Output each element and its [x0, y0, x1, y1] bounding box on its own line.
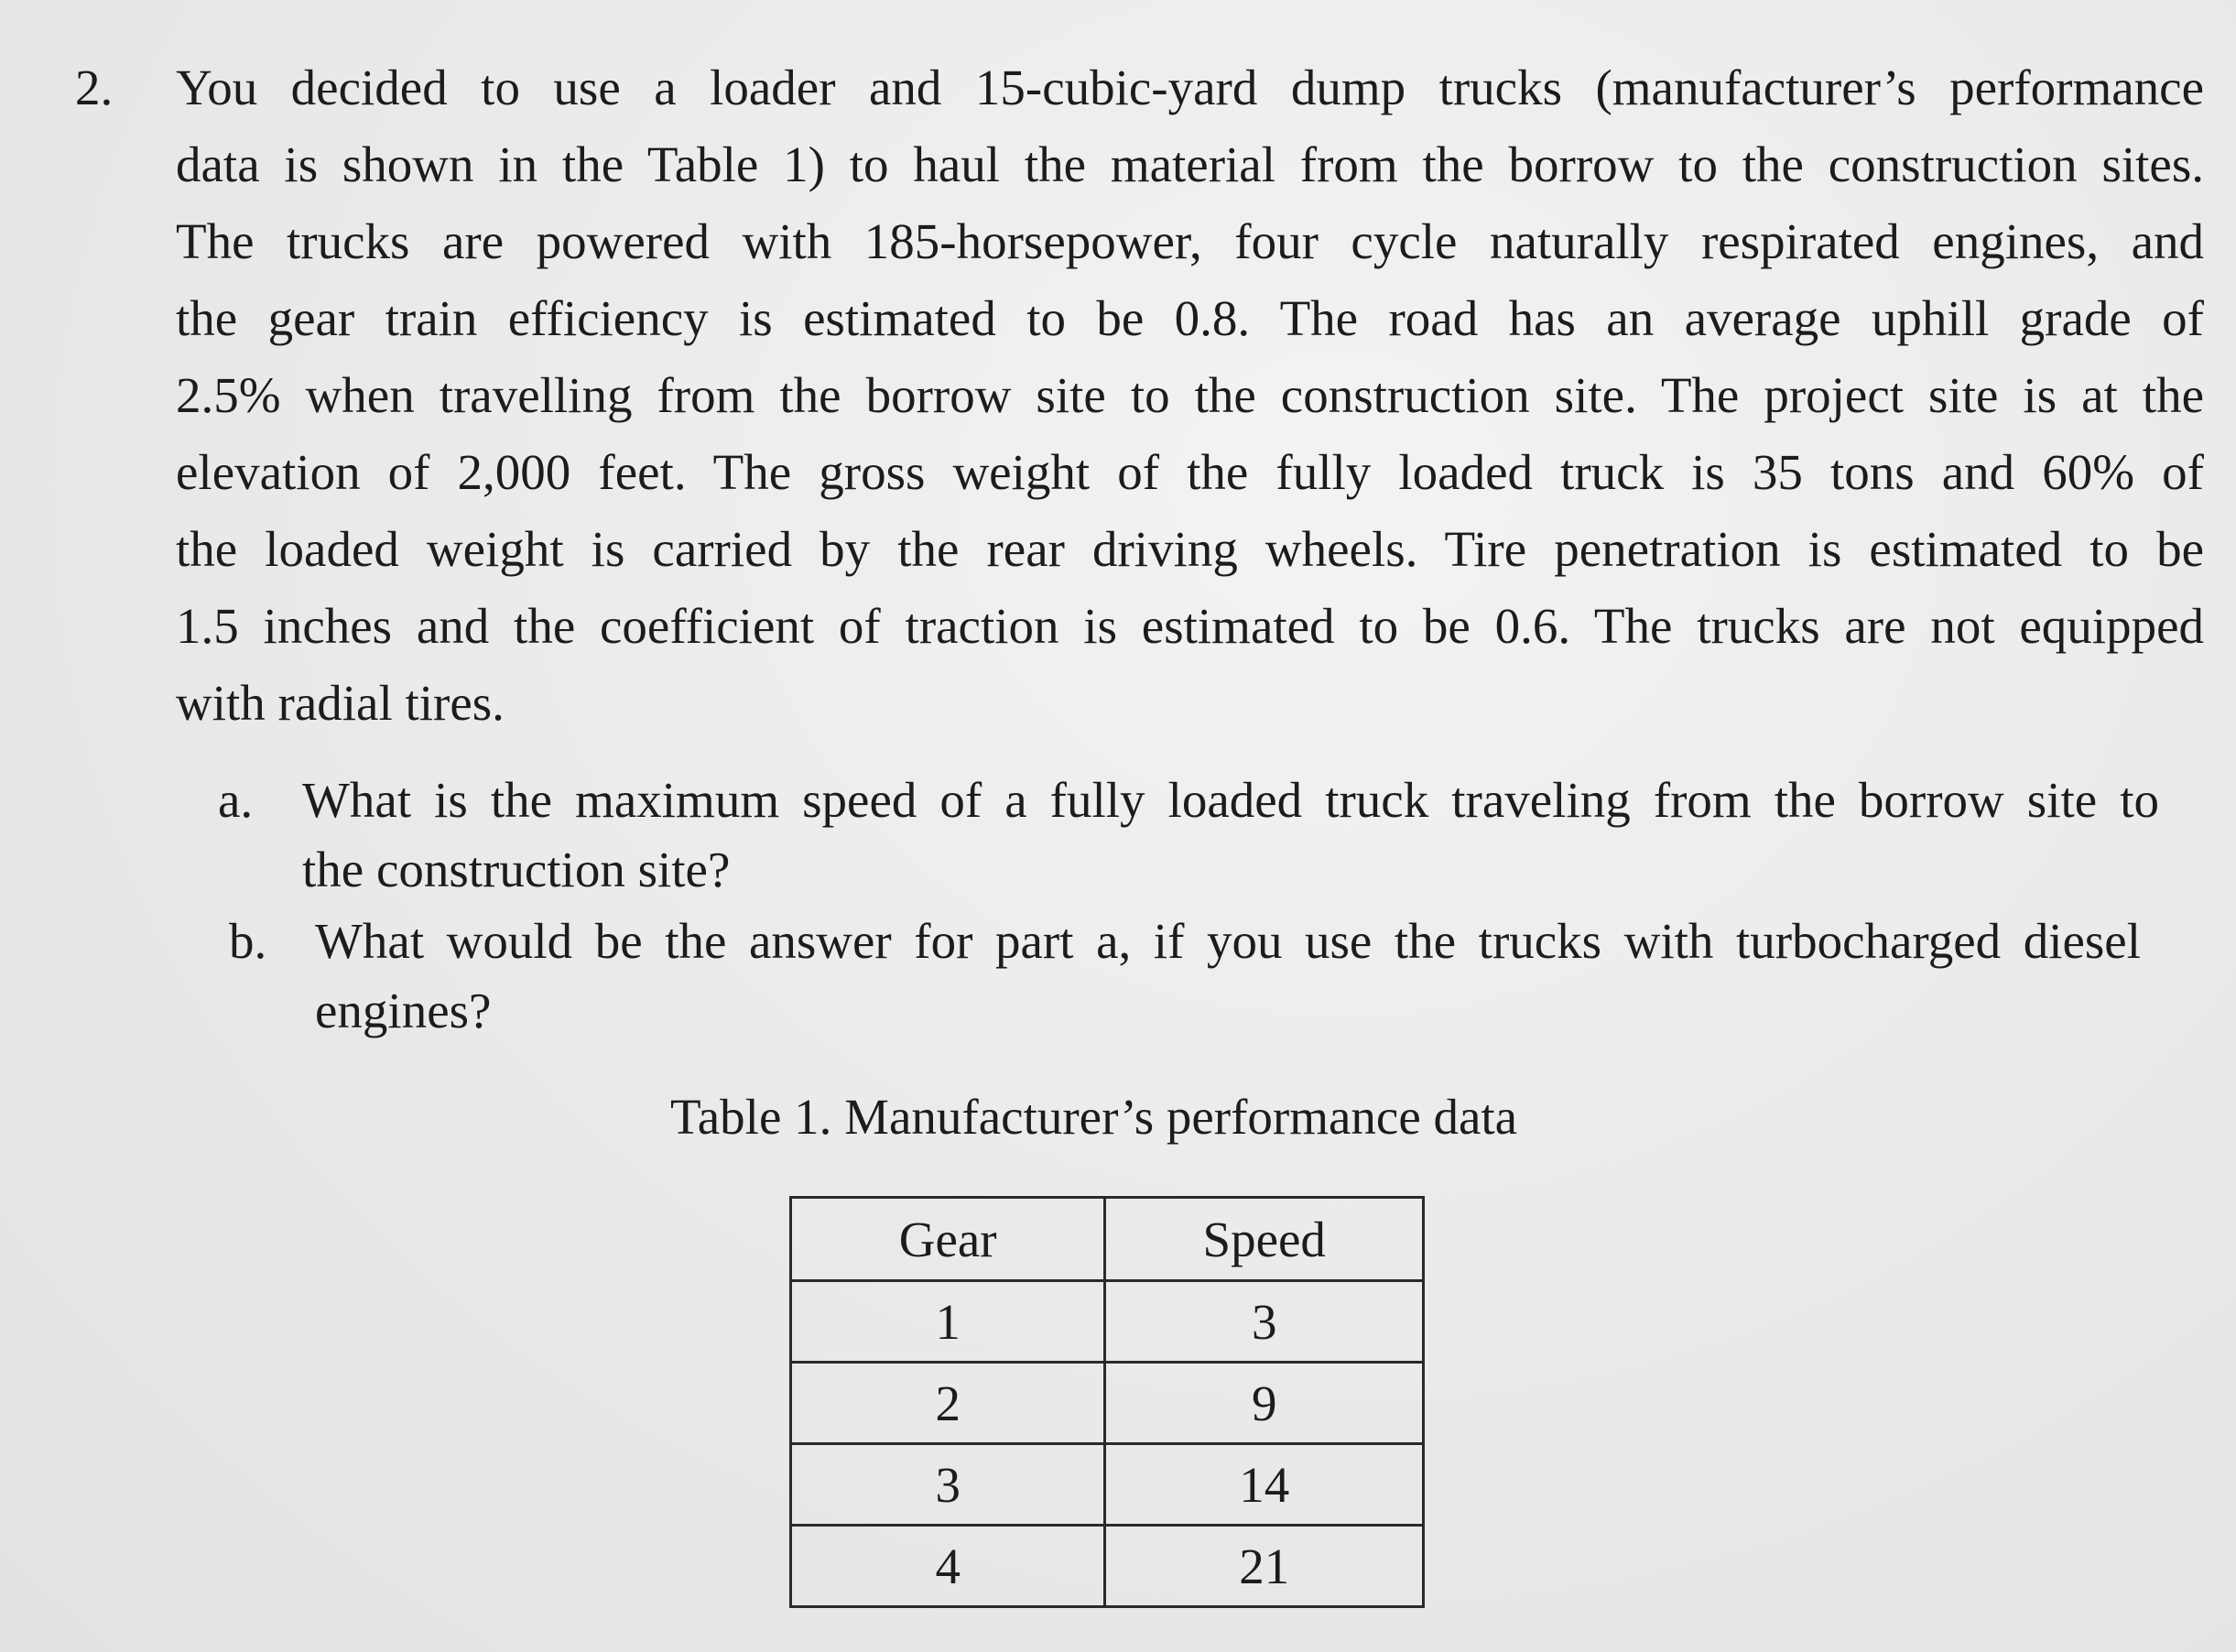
table-caption: Table 1. Manufacturer’s performance data	[670, 1089, 1518, 1145]
performance-table	[789, 1196, 1425, 1608]
subquestion-line: What would be the answer for part a, if you use the trucks with turbocharged diesel	[315, 913, 2141, 969]
subquestion-line: the construction site?	[302, 842, 731, 897]
speed-cell: 3	[1105, 1281, 1424, 1363]
subquestion-text	[302, 766, 2159, 905]
table-row	[791, 1444, 1424, 1526]
question-line: the loaded weight is carried by the rear driving wheels. Tire penetration is estimated to be	[176, 521, 2204, 577]
subquestion-line: engines?	[315, 983, 492, 1038]
subquestion-b	[229, 907, 2141, 1053]
table-header-row	[791, 1198, 1424, 1281]
question-line: The trucks are powered with 185-horsepower, four cycle naturally respirated engines, and	[176, 213, 2204, 269]
question-line: 1.5 inches and the coefficient of traction is estimated to be 0.6. The trucks are not equipped	[176, 598, 2204, 654]
table-row	[791, 1363, 1424, 1444]
subquestion-label: b.	[229, 913, 267, 969]
speed-cell: 21	[1105, 1526, 1424, 1607]
header-gear: Gear	[791, 1198, 1105, 1281]
subquestion-line: What is the maximum speed of a fully loaded truck traveling from the borrow site to	[302, 772, 2159, 828]
speed-cell: 14	[1105, 1444, 1424, 1526]
question-line: the gear train efficiency is estimated to be 0.8. The road has an average uphill grade of	[176, 290, 2204, 346]
question-line: data is shown in the Table 1) to haul the material from the borrow to the construction sites.	[176, 136, 2204, 192]
gear-cell: 2	[791, 1363, 1105, 1444]
gear-cell: 4	[791, 1526, 1105, 1607]
question-text	[176, 49, 2204, 742]
table-row	[791, 1281, 1424, 1363]
question-line: with radial tires.	[176, 675, 505, 731]
question-line: 2.5% when travelling from the borrow site to the construction site. The project site is at the	[176, 367, 2204, 423]
question-number: 2.	[75, 60, 114, 115]
gear-cell: 1	[791, 1281, 1105, 1363]
subquestion-a	[218, 766, 2159, 912]
question-line: You decided to use a loader and 15-cubic-yard dump trucks (manufacturer’s performance	[176, 60, 2204, 115]
subquestion-label: a.	[218, 772, 254, 828]
speed-cell: 9	[1105, 1363, 1424, 1444]
table-row	[791, 1526, 1424, 1607]
gear-cell: 3	[791, 1444, 1105, 1526]
question-line: elevation of 2,000 feet. The gross weight of the fully loaded truck is 35 tons and 60% of	[176, 444, 2204, 500]
header-speed: Speed	[1105, 1198, 1424, 1281]
subquestion-text	[315, 907, 2141, 1046]
